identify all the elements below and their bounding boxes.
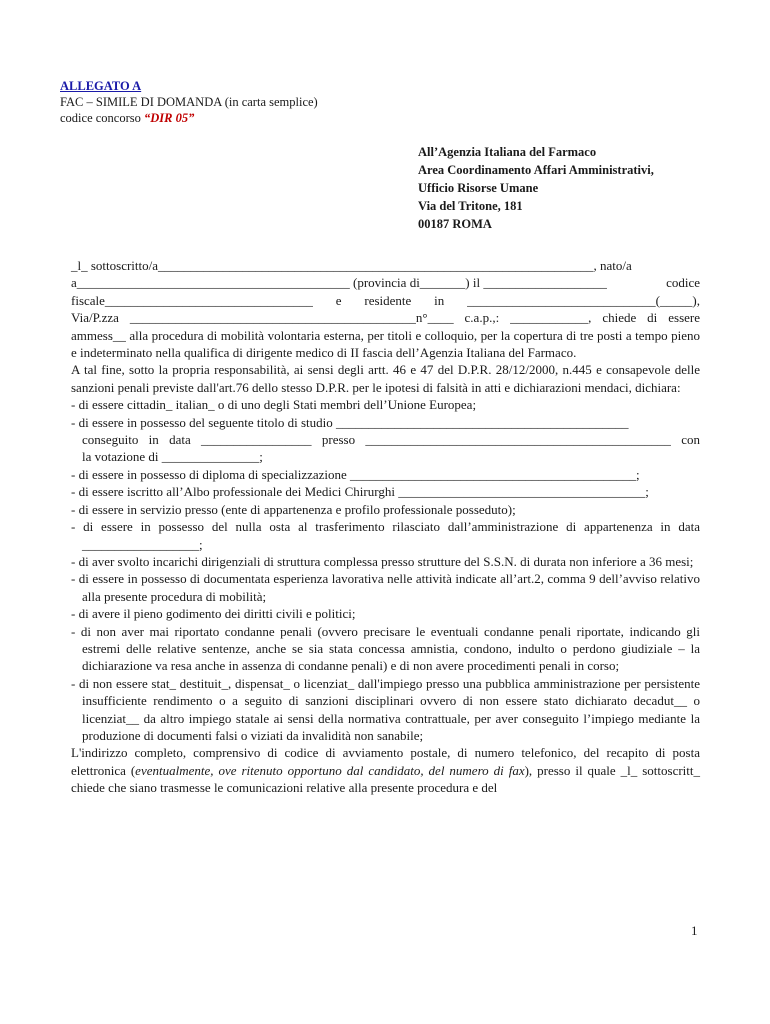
address-line-1: All’Agenzia Italiana del Farmaco <box>418 145 597 159</box>
form-paragraph-recapito <box>71 744 700 796</box>
address-line-4: Via del Tritone, 181 <box>418 199 523 213</box>
form-field-comune: _____________________________(_____), <box>467 292 700 308</box>
declaration-item: - di essere iscritto all’Albo professionale dei Medici Chirurghi ______________________________________; <box>71 484 649 500</box>
address-line-3: Ufficio Risorse Umane <box>418 181 539 195</box>
form-word-e: e <box>335 292 342 308</box>
form-paragraph-ammissione: ammess__ alla procedura di mobilità volontaria esterna, per titoli e colloquio, per la copertura di tre posti a tempo pieno e indeterminato nella qualifica di dirigente medico di II fascia dell’Agenzia Italiana del Farmaco. <box>71 327 700 361</box>
allegato-title: ALLEGATO A <box>60 79 142 93</box>
form-line-sottoscritto: _l_ sottoscritto/a___________________________________________________________________, nato/a <box>71 258 632 273</box>
codice-label: codice concorso <box>60 111 144 125</box>
recipient-address <box>418 143 654 233</box>
declaration-item: - di essere in possesso del seguente titolo di studio _____________________________________________ <box>71 414 629 430</box>
declaration-item: - di aver svolto incarichi dirigenziali di struttura complessa presso strutture del S.S.N. di durata non inferiore a 36 mesi; <box>71 553 694 569</box>
form-word-in: in <box>434 292 445 308</box>
codice-value: “DIR 05” <box>144 111 195 125</box>
declaration-item: - di essere in servizio presso (ente di appartenenza e profilo professionale posseduto); <box>71 501 516 517</box>
declaration-item-continuation: conseguito in data _________________ presso _______________________________________________ con <box>82 432 700 448</box>
declaration-item: - di essere in possesso del nulla osta al trasferimento rilasciato dall’amministrazione di appartenenza in data __________________; <box>71 519 700 552</box>
declaration-item: - di essere cittadin_ italian_ o di uno degli Stati membri dell’Unione Europea; <box>71 397 477 413</box>
address-line-5: 00187 ROMA <box>418 217 492 231</box>
address-line-2: Area Coordinamento Affari Amministrativi, <box>418 163 654 177</box>
form-word-residente: residente <box>364 292 412 308</box>
declaration-item: - di essere in possesso di documentata esperienza lavorativa nelle attività indicate all’art.2, comma 9 dell’avviso relativo alla presente procedura di mobilità; <box>71 571 700 604</box>
form-body <box>71 257 700 797</box>
form-line-nascita <box>71 274 700 291</box>
form-line-indirizzo: Via/P.zza ____________________________________________n°____ c.a.p.,: ____________, chiede di essere <box>71 310 700 326</box>
form-line-residenza <box>71 292 700 309</box>
form-field-fiscale: fiscale________________________________ <box>71 292 313 308</box>
form-field-luogo-data: a__________________________________________ (provincia di_______) il ___________________ <box>71 275 607 291</box>
declaration-item-continuation: la votazione di _______________; <box>82 449 263 465</box>
declaration-item: - di non aver mai riportato condanne penali (ovvero precisare le eventuali condanne penali riportate, indicando gli estremi delle relative sentenze, anche se sia stata concessa amnistia, condono, indulto o perdono giudiziale – la dichiarazione va resa anche in assenza di condanne penali) e di non avere procedimenti penali in corso; <box>71 623 700 674</box>
recapito-text-end: ), presso il quale _l_ sottoscritt_ chiede che siano trasmesse le comunicazioni relative alla presente procedura e del <box>71 762 701 796</box>
page-number: 1 <box>691 923 698 938</box>
recapito-italic-note: eventualmente, ove ritenuto opportuno dal candidato, del numero di fax <box>135 762 525 778</box>
fac-simile-subtitle: FAC – SIMILE DI DOMANDA (in carta semplice) <box>60 95 318 109</box>
recapito-text-start: L'indirizzo completo, comprensivo di codice di avviamento postale, di numero telefonico, del recapito di posta elettronica ( <box>71 745 700 778</box>
form-paragraph-dichiara: A tal fine, sotto la propria responsabilità, ai sensi degli artt. 46 e 47 del D.P.R. 28/12/2000, n.445 e consapevole delle sanzioni penali previste dall'art.76 dello stesso D.P.R. per le ipotesi di falsità in atti e dichiarazioni mendaci, dichiara: <box>71 362 700 395</box>
declaration-item: - di non essere stat_ destituit_, dispensat_ o licenziat_ dall'impiego presso una pubblica amministrazione per persistente insufficiente rendimento o a seguito di sanzioni disciplinari ovvero di non essere stato dichiarato decadut__ o licenziat__ da altro impiego statale ai sensi della normativa contrattuale, per aver conseguito l’impiego mediante la produzione di documenti falsi o viziati da invalidità non sanabile; <box>71 675 700 743</box>
declaration-item: - di avere il pieno godimento dei diritti civili e politici; <box>71 606 356 622</box>
form-label-codice: codice <box>666 275 700 291</box>
codice-concorso-line <box>60 110 194 126</box>
declaration-item: - di essere in possesso di diploma di specializzazione ____________________________________________; <box>71 466 640 482</box>
